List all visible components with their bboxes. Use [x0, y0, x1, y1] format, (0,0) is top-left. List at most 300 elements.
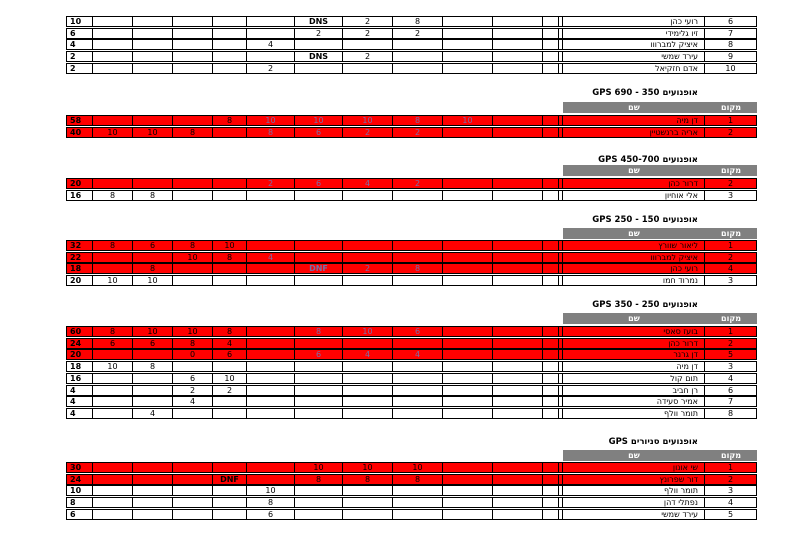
score-cell — [92, 28, 133, 39]
score-cell — [342, 190, 393, 201]
score-cell — [92, 408, 133, 419]
place-cell: 2 — [704, 252, 757, 263]
score-cell — [492, 385, 543, 396]
score-cell — [294, 338, 343, 349]
score-cell — [342, 385, 393, 396]
score-cell — [392, 63, 443, 74]
table-row — [0, 51, 800, 62]
score-cell — [392, 396, 443, 407]
score-cell — [294, 275, 343, 286]
score-cell: 2 — [172, 385, 213, 396]
score-cell — [246, 462, 295, 473]
score-cell — [212, 497, 247, 508]
score-cell: 8 — [392, 16, 443, 27]
total-cell: 60 — [66, 326, 93, 337]
total-cell: 18 — [66, 361, 93, 372]
score-cell — [132, 497, 173, 508]
place-cell: 3 — [704, 361, 757, 372]
place-cell: 2 — [704, 127, 757, 138]
score-cell — [294, 396, 343, 407]
score-cell — [542, 509, 559, 520]
table-row — [0, 509, 800, 520]
header-name: שם — [563, 450, 705, 461]
score-cell — [442, 190, 493, 201]
score-cell — [246, 275, 295, 286]
score-cell — [442, 497, 493, 508]
score-cell: 8 — [92, 240, 133, 251]
score-cell: 4 — [132, 408, 173, 419]
score-cell — [246, 474, 295, 485]
score-cell — [172, 115, 213, 126]
score-cell — [492, 338, 543, 349]
score-cell — [246, 361, 295, 372]
score-cell — [542, 361, 559, 372]
rider-name-cell: ליאור שוורץ — [562, 240, 705, 251]
score-cell — [294, 39, 343, 50]
score-cell: 10 — [342, 326, 393, 337]
score-cell: DNS — [294, 16, 343, 27]
score-cell — [342, 509, 393, 520]
score-cell — [342, 338, 393, 349]
score-cell: 6 — [132, 338, 173, 349]
score-cell — [392, 509, 443, 520]
score-cell — [542, 396, 559, 407]
score-cell — [212, 408, 247, 419]
score-cell: 8 — [294, 326, 343, 337]
score-cell — [542, 190, 559, 201]
header-name: שם — [563, 102, 705, 113]
score-cell — [492, 252, 543, 263]
score-cell: 8 — [246, 497, 295, 508]
score-cell: 2 — [342, 16, 393, 27]
score-cell — [542, 16, 559, 27]
score-cell — [132, 28, 173, 39]
score-cell — [212, 190, 247, 201]
place-cell: 5 — [704, 349, 757, 360]
rider-name-cell: עירד שמשי — [562, 51, 705, 62]
score-cell — [542, 39, 559, 50]
score-cell: 10 — [442, 115, 493, 126]
score-cell: 10 — [172, 326, 213, 337]
score-cell — [542, 115, 559, 126]
rider-name-cell: אלי אוחיון — [562, 190, 705, 201]
score-cell: DNF — [294, 263, 343, 274]
score-cell — [542, 462, 559, 473]
score-cell — [172, 509, 213, 520]
score-cell — [392, 361, 443, 372]
score-cell: 0 — [172, 349, 213, 360]
rider-name-cell: אריה ברנשטיין — [562, 127, 705, 138]
score-cell: 8 — [172, 338, 213, 349]
score-cell — [442, 396, 493, 407]
score-cell — [342, 39, 393, 50]
score-cell — [542, 326, 559, 337]
score-cell: 8 — [92, 190, 133, 201]
score-cell — [212, 263, 247, 274]
score-cell — [92, 462, 133, 473]
score-cell — [442, 462, 493, 473]
score-cell — [542, 127, 559, 138]
score-cell — [172, 28, 213, 39]
total-cell: 20 — [66, 349, 93, 360]
table-row — [0, 326, 800, 337]
rider-name-cell: איציק למברווו — [562, 39, 705, 50]
score-cell: 8 — [212, 326, 247, 337]
score-cell — [542, 240, 559, 251]
rider-name-cell: דן גרנר — [562, 349, 705, 360]
score-cell — [442, 178, 493, 189]
header-place: מקום — [705, 313, 757, 324]
score-cell — [132, 16, 173, 27]
table-row — [0, 408, 800, 419]
score-cell — [294, 485, 343, 496]
score-cell — [246, 396, 295, 407]
score-cell: 10 — [294, 462, 343, 473]
score-cell: 2 — [246, 178, 295, 189]
section-title: אופנועים GPS 350 - 250 — [592, 300, 698, 310]
score-cell — [492, 240, 543, 251]
score-cell — [132, 385, 173, 396]
score-cell: 10 — [212, 240, 247, 251]
score-cell — [172, 361, 213, 372]
table-row — [0, 385, 800, 396]
place-cell: 3 — [704, 275, 757, 286]
rider-name-cell: רן חביב — [562, 385, 705, 396]
score-cell — [246, 28, 295, 39]
score-cell — [492, 39, 543, 50]
total-cell: 4 — [66, 385, 93, 396]
score-cell — [542, 275, 559, 286]
score-cell — [542, 408, 559, 419]
score-cell — [92, 63, 133, 74]
score-cell — [442, 474, 493, 485]
score-cell — [92, 178, 133, 189]
score-cell: 8 — [392, 474, 443, 485]
score-cell: 6 — [294, 349, 343, 360]
score-cell: 6 — [132, 240, 173, 251]
score-cell — [492, 485, 543, 496]
score-cell: 8 — [132, 361, 173, 372]
score-cell — [392, 51, 443, 62]
score-cell: 2 — [392, 28, 443, 39]
score-cell: 10 — [212, 373, 247, 384]
score-cell: 8 — [342, 474, 393, 485]
score-cell — [92, 509, 133, 520]
score-cell: 10 — [132, 275, 173, 286]
score-cell — [442, 373, 493, 384]
score-cell: 2 — [392, 127, 443, 138]
score-cell — [442, 485, 493, 496]
score-cell — [172, 39, 213, 50]
score-cell — [132, 178, 173, 189]
score-cell — [294, 509, 343, 520]
score-cell — [492, 497, 543, 508]
total-cell: 10 — [66, 485, 93, 496]
score-cell — [392, 240, 443, 251]
table-row — [0, 361, 800, 372]
score-cell — [212, 178, 247, 189]
score-cell: 2 — [342, 51, 393, 62]
place-cell: 8 — [704, 39, 757, 50]
place-cell: 7 — [704, 28, 757, 39]
score-cell — [132, 396, 173, 407]
score-cell — [392, 190, 443, 201]
score-cell — [492, 190, 543, 201]
score-cell — [172, 51, 213, 62]
score-cell — [492, 178, 543, 189]
score-cell — [392, 252, 443, 263]
score-cell — [92, 373, 133, 384]
score-cell: 8 — [392, 263, 443, 274]
total-cell: 16 — [66, 373, 93, 384]
score-cell — [342, 63, 393, 74]
score-cell: 4 — [172, 396, 213, 407]
section-title: אופנועים GPS 690 - 350 — [592, 88, 698, 98]
score-cell — [442, 349, 493, 360]
score-cell: 10 — [172, 252, 213, 263]
rider-name-cell: בועז סאסי — [562, 326, 705, 337]
score-cell — [246, 16, 295, 27]
place-cell: 1 — [704, 240, 757, 251]
score-cell — [172, 63, 213, 74]
table-row — [0, 115, 800, 126]
score-cell — [132, 51, 173, 62]
score-cell — [132, 485, 173, 496]
score-cell: DNS — [294, 51, 343, 62]
score-cell — [442, 51, 493, 62]
place-cell: 2 — [704, 474, 757, 485]
score-cell — [172, 408, 213, 419]
score-cell — [492, 462, 543, 473]
table-row — [0, 39, 800, 50]
score-cell: 10 — [246, 485, 295, 496]
score-cell — [294, 361, 343, 372]
score-cell: 2 — [212, 385, 247, 396]
score-cell — [246, 373, 295, 384]
table-row — [0, 28, 800, 39]
score-cell: 8 — [172, 127, 213, 138]
score-cell: 6 — [392, 326, 443, 337]
total-cell: 58 — [66, 115, 93, 126]
score-cell — [542, 338, 559, 349]
score-cell — [442, 39, 493, 50]
score-cell — [132, 373, 173, 384]
score-cell — [442, 338, 493, 349]
score-cell — [542, 497, 559, 508]
section-title: אופנועים GPS 450-700 — [598, 155, 698, 165]
score-cell — [92, 349, 133, 360]
score-cell — [392, 497, 443, 508]
score-cell: DNF — [212, 474, 247, 485]
score-cell — [442, 326, 493, 337]
score-cell — [132, 63, 173, 74]
score-cell — [492, 28, 543, 39]
rider-name-cell: זיו גלימידי — [562, 28, 705, 39]
score-cell: 8 — [92, 326, 133, 337]
score-cell — [212, 275, 247, 286]
score-cell: 8 — [392, 115, 443, 126]
score-cell: 8 — [132, 263, 173, 274]
score-cell: 10 — [342, 462, 393, 473]
rider-name-cell: דרור כהן — [562, 178, 705, 189]
score-cell — [92, 385, 133, 396]
table-row — [0, 396, 800, 407]
total-cell: 40 — [66, 127, 93, 138]
score-cell — [342, 361, 393, 372]
total-cell: 2 — [66, 51, 93, 62]
rider-name-cell: דור שפרונץ — [562, 474, 705, 485]
rider-name-cell: דרור כהן — [562, 338, 705, 349]
score-cell — [492, 263, 543, 274]
score-cell — [172, 462, 213, 473]
score-cell — [442, 63, 493, 74]
place-cell: 7 — [704, 396, 757, 407]
score-cell: 10 — [294, 115, 343, 126]
score-cell — [246, 385, 295, 396]
total-cell: 4 — [66, 396, 93, 407]
score-cell — [212, 28, 247, 39]
place-cell: 3 — [704, 190, 757, 201]
score-cell — [92, 39, 133, 50]
score-cell — [542, 178, 559, 189]
table-row — [0, 462, 800, 473]
score-cell — [212, 396, 247, 407]
score-cell — [172, 275, 213, 286]
place-cell: 2 — [704, 178, 757, 189]
score-cell: 2 — [392, 178, 443, 189]
score-cell — [542, 28, 559, 39]
table-row — [0, 474, 800, 485]
score-cell — [294, 408, 343, 419]
score-cell — [492, 63, 543, 74]
score-cell — [492, 361, 543, 372]
score-cell — [542, 349, 559, 360]
score-cell — [294, 385, 343, 396]
score-cell — [442, 28, 493, 39]
score-cell: 2 — [246, 63, 295, 74]
score-cell — [542, 63, 559, 74]
score-cell — [246, 338, 295, 349]
header-place: מקום — [705, 102, 757, 113]
score-cell: 6 — [294, 178, 343, 189]
score-cell — [342, 408, 393, 419]
rider-name-cell: נפתלי דהן — [562, 497, 705, 508]
score-cell — [132, 462, 173, 473]
score-cell — [294, 373, 343, 384]
score-cell — [442, 16, 493, 27]
score-cell: 6 — [172, 373, 213, 384]
place-cell: 4 — [704, 373, 757, 384]
total-cell: 16 — [66, 190, 93, 201]
place-cell: 4 — [704, 497, 757, 508]
table-row — [0, 373, 800, 384]
score-cell — [246, 408, 295, 419]
score-cell — [442, 263, 493, 274]
score-cell: 10 — [246, 115, 295, 126]
score-cell — [442, 127, 493, 138]
score-cell — [132, 474, 173, 485]
score-cell — [212, 39, 247, 50]
score-cell — [342, 497, 393, 508]
total-cell: 8 — [66, 497, 93, 508]
score-cell — [132, 509, 173, 520]
score-cell — [492, 474, 543, 485]
score-cell — [172, 497, 213, 508]
score-cell — [172, 474, 213, 485]
table-row — [0, 240, 800, 251]
score-cell — [492, 275, 543, 286]
score-cell — [442, 385, 493, 396]
score-cell: 10 — [92, 127, 133, 138]
score-cell — [294, 240, 343, 251]
score-cell — [442, 275, 493, 286]
table-row — [0, 497, 800, 508]
score-cell — [212, 63, 247, 74]
table-row — [0, 190, 800, 201]
table-row — [0, 338, 800, 349]
table-row — [0, 178, 800, 189]
score-cell — [342, 275, 393, 286]
score-cell — [212, 485, 247, 496]
score-cell: 2 — [294, 28, 343, 39]
score-cell: 2 — [342, 28, 393, 39]
rider-name-cell: תומר וולף — [562, 408, 705, 419]
score-cell — [92, 396, 133, 407]
total-cell: 6 — [66, 28, 93, 39]
score-cell — [392, 39, 443, 50]
total-cell: 2 — [66, 63, 93, 74]
table-row — [0, 63, 800, 74]
score-cell: 6 — [246, 509, 295, 520]
score-cell — [542, 474, 559, 485]
score-cell — [392, 275, 443, 286]
header-name: שם — [563, 313, 705, 324]
score-cell — [172, 485, 213, 496]
total-cell: 20 — [66, 178, 93, 189]
score-cell — [92, 497, 133, 508]
rider-name-cell: שי אונון — [562, 462, 705, 473]
score-cell — [212, 51, 247, 62]
total-cell: 22 — [66, 252, 93, 263]
total-cell: 18 — [66, 263, 93, 274]
rider-name-cell: רועי כהן — [562, 263, 705, 274]
total-cell: 10 — [66, 16, 93, 27]
score-cell — [246, 240, 295, 251]
score-cell — [392, 373, 443, 384]
score-cell — [92, 474, 133, 485]
place-cell: 3 — [704, 485, 757, 496]
score-cell — [212, 361, 247, 372]
rider-name-cell: דן מיה — [562, 115, 705, 126]
score-cell: 10 — [132, 127, 173, 138]
score-cell — [92, 51, 133, 62]
score-cell — [492, 509, 543, 520]
total-cell: 32 — [66, 240, 93, 251]
total-cell: 24 — [66, 338, 93, 349]
score-cell — [392, 485, 443, 496]
place-cell: 1 — [704, 326, 757, 337]
table-row — [0, 252, 800, 263]
score-cell — [132, 349, 173, 360]
score-cell — [392, 385, 443, 396]
rider-name-cell: תום קול — [562, 373, 705, 384]
score-cell: 10 — [92, 361, 133, 372]
place-cell: 6 — [704, 16, 757, 27]
score-cell — [542, 385, 559, 396]
score-cell — [92, 263, 133, 274]
table-row — [0, 16, 800, 27]
place-cell: 9 — [704, 51, 757, 62]
